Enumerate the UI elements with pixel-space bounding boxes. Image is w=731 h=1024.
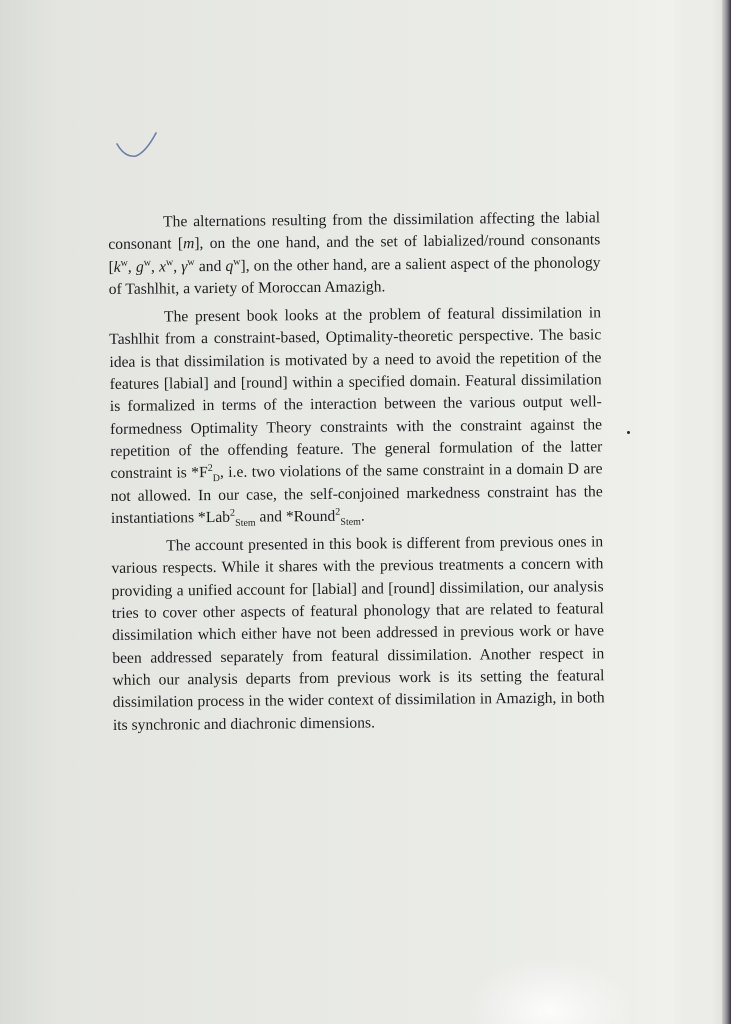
text-segment: D [212,473,221,485]
text-segment: q [225,257,234,275]
text-segment: 2 [229,507,236,519]
text-segment: γ [181,257,188,275]
text-segment: Stem [235,517,256,529]
text-segment: g [135,258,144,276]
photo-glare [470,960,630,1024]
page-edge-highlight [682,0,722,1024]
text-segment: w [143,256,151,269]
text-segment: The present book looks at the problem of featural dissimilation in Tashlhit from a constraint-based, Optimality-theoretic perspective. The basic idea is that dissimilation is motivated by a need to avoid the repetition of the features [labial] and [round] within a specified domain. Featural dissimilation is formalized in terms of the interaction between the various output well-formedness Optimality Theory constraints with the constraint against the repetition of the offending feature. The general formulation of the latter constraint is *F [109,304,603,483]
text-segment: w [187,256,195,268]
text-segment: 2 [207,463,213,475]
book-blurb [108,207,605,743]
text-segment: ], on the other hand, are a salient aspect of the phonology of Tashlhit, a variety of Moroccan Amazigh. [108,253,601,298]
text-segment: Stem [340,516,361,528]
text-segment: , i.e. two violations of the same constraint in a domain D are not allowed. In our case, the self-conjoined markedness constraint has the instantiations *Lab [110,460,603,527]
paragraph-1 [108,207,601,301]
text-segment: x [158,258,167,276]
text-segment: and *Round [255,507,336,526]
text-segment: The account presented in this book is different from previous ones in various respects. While it shares with the previous treatments a concern with providing a unified account for [labial] and [round] dissimilation, our analysis tries to cover other aspects of featural phonology that are related to featural dissimilation which either have not been addressed in previous work or have been addressed separately from featural dissimilation. Another respect in which our analysis departs from previous work is its setting the featural dissimilation process in the wider context of dissimilation in Amazigh, in both its synchronic and diachronic dimensions. [111,533,605,734]
text-segment: m [182,235,195,253]
text-segment: and [194,257,226,275]
page-edge [722,0,731,1024]
text-segment: k [113,258,121,276]
text-segment: 2 [335,506,341,518]
text-segment: The alternations resulting from the dissimilation affecting the labial consonant [ [108,209,601,254]
text-segment: , [173,257,182,275]
text-segment: w [165,256,174,268]
text-segment: w [233,256,241,268]
text-segment: . [360,507,365,525]
paragraph-2 [109,302,603,530]
ink-speck [627,431,630,434]
text-segment: w [120,257,128,269]
text-segment: , [127,258,137,276]
pen-tick-mark [112,128,162,162]
text-segment: ], on the one hand, and the set of labialized/round consonants [ [108,231,601,276]
paragraph-3 [111,531,605,736]
text-segment: , [150,258,160,276]
